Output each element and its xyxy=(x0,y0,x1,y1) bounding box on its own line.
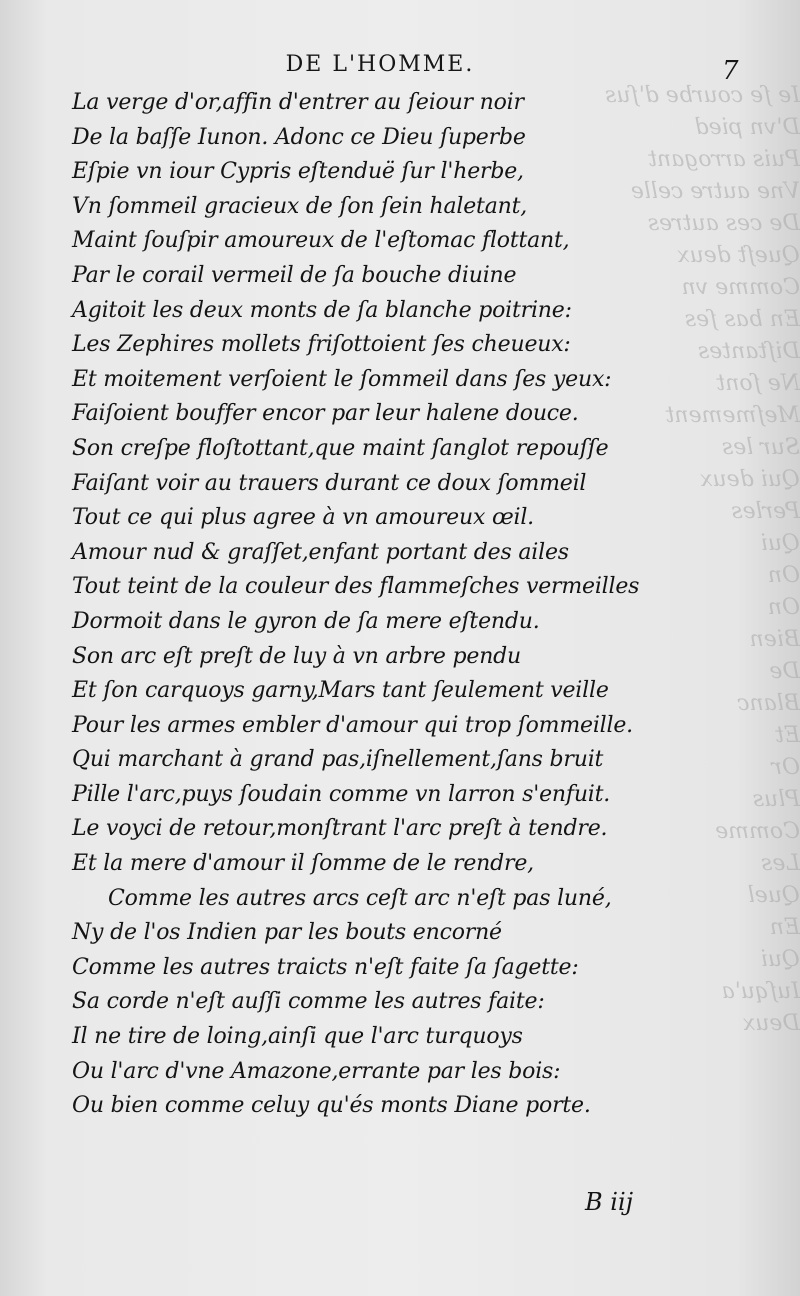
poem-line: Pille l'arc,puys ſoudain comme vn larron s'enfuit. xyxy=(72,781,611,807)
poem-line: Ou bien comme celuy qu'és monts Diane porte. xyxy=(72,1093,591,1119)
poem-line: Il ne tire de loing,ainſi que l'arc turquoys xyxy=(72,1024,523,1050)
poem-line: Comme les autres traicts n'eſt faite ſa ſagette: xyxy=(72,954,579,980)
poem-line: Dormoit dans le gyron de ſa mere eſtendu. xyxy=(72,608,540,634)
poem-line: Les Zephires mollets friſottoient ſes cheueux: xyxy=(72,332,571,358)
running-head-text: DE L'HOMME. xyxy=(285,52,475,77)
poem-line: Tout ce qui plus agree à vn amoureux œil. xyxy=(72,505,534,531)
poem-line: Son creſpe floſtottant,que maint ſanglot repouſſe xyxy=(72,435,609,461)
poem-line: Maint ſouſpir amoureux de l'eſtomac flottant, xyxy=(72,228,570,254)
poem-line: Son arc eſt preſt de luy à vn arbre pendu xyxy=(72,643,522,669)
poem-line: Le voyci de retour,monſtrant l'arc preſt à tendre. xyxy=(72,816,608,842)
poem-line: Tout teint de la couleur des flammeſches vermeilles xyxy=(72,574,640,600)
poem-line: La verge d'or,affin d'entrer au ſeiour noir xyxy=(72,90,524,115)
poem-line: Faiſoient bouffer encor par leur halene douce. xyxy=(72,401,579,427)
poem-line: Et ſon carquoys garny,Mars tant ſeulement veille xyxy=(72,678,609,704)
running-head xyxy=(0,52,800,77)
signature-mark: B iij xyxy=(585,1188,634,1216)
poem-line: Vn ſommeil gracieux de ſon ſein haletant, xyxy=(72,193,528,219)
poem-line: Ny de l'os Indien par les bouts encorné xyxy=(72,920,502,946)
poem-line: Et moitement verſoient le ſommeil dans ſes yeux: xyxy=(72,366,612,392)
poem-text xyxy=(72,86,692,1124)
page-number: 7 xyxy=(722,56,739,86)
poem-line: Pour les armes embler d'amour qui trop ſommeille. xyxy=(72,712,633,738)
poem-line: Comme les autres arcs ceſt arc n'eſt pas luné, xyxy=(108,885,612,911)
poem-line: Agitoit les deux monts de ſa blanche poitrine: xyxy=(72,297,572,323)
poem-line: Amour nud & graſſet,enfant portant des ailes xyxy=(72,539,569,565)
poem-line: Par le corail vermeil de ſa bouche diuine xyxy=(72,262,517,288)
verso-show-through: Ie ſe courbe d'ſus D'vn pied Puis arrogant Vne autre celle De ces autres Queſt deux Comme vn En bas ſes Diſtantes Ne ſont Meſmement Sur les Qui deux Perles Qui On On Bien De Blanc Et Or Plus Comme Les Quel En Qui Iuſqu'a Deux xyxy=(605,83,800,1036)
poem-line: Sa corde n'eſt auſſi comme les autres faite: xyxy=(72,989,545,1015)
poem-line: Qui marchant à grand pas,iſnellement,ſans bruit xyxy=(72,747,604,773)
poem-line: Eſpie vn iour Cypris eſtenduë ſur l'herbe, xyxy=(72,159,524,185)
poem-line: Faiſant voir au trauers durant ce doux ſommeil xyxy=(72,470,587,496)
poem-line: Ou l'arc d'vne Amazone,errante par les bois: xyxy=(72,1058,561,1084)
poem-line: Et la mere d'amour il ſomme de le rendre, xyxy=(72,851,534,877)
poem-line: De la baſſe Iunon. Adonc ce Dieu ſuperbe xyxy=(72,124,526,150)
